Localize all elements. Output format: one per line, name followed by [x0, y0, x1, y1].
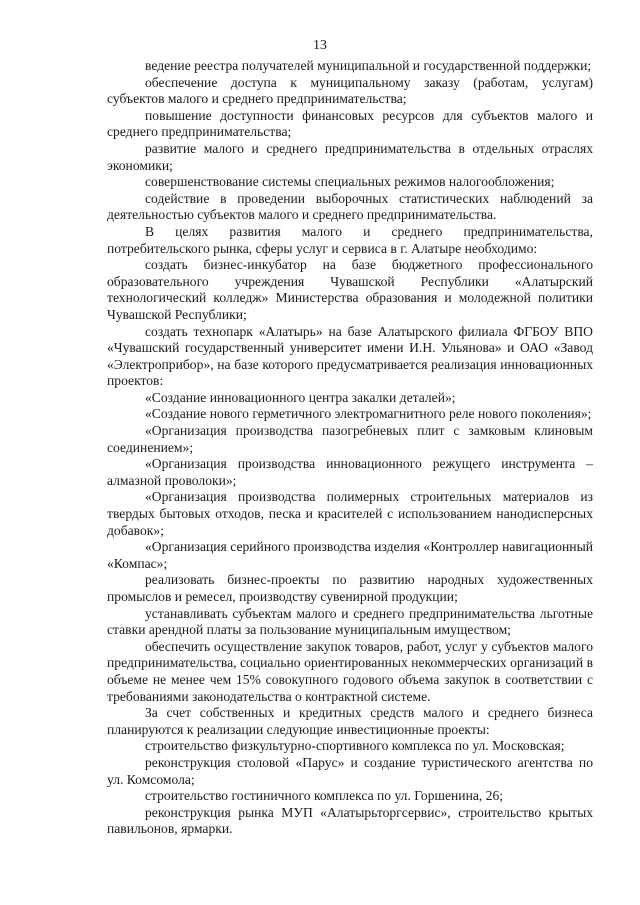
paragraph: повышение доступности финансовых ресурсов для субъектов малого и среднего предпринимательства; — [107, 107, 593, 140]
paragraph: реализовать бизнес-проекты по развитию народных художественных промыслов и ремесел, производству сувенирной продукции; — [107, 572, 593, 604]
paragraph: В целях развития малого и среднего предпринимательства, потребительского рынка, сферы услуг и сервиса в г. Алатыре необходимо: — [107, 223, 593, 256]
paragraph: строительство физкультурно-спортивного комплекса по ул. Московская; — [145, 738, 565, 754]
paragraph: «Организация производства пазогребневых плит с замковым клиновым соединением»; — [107, 423, 593, 455]
paragraph: «Организация серийного производства изделия «Контроллер навигационный «Компас»; — [107, 539, 593, 571]
paragraph: «Создание инновационного центра закалки деталей»; — [145, 389, 456, 405]
paragraph: обеспечить осуществление закупок товаров, работ, услуг у субъектов малого предпринимательства, социально ориентированных некоммерческих организаций в объеме не менее чем 15% совокупного годового объема закупок в соответствии с требованиями законодательства о контрактной системе. — [107, 638, 593, 704]
paragraph: строительство гостиничного комплекса по ул. Горшенина, 26; — [145, 788, 504, 804]
paragraph: «Создание нового герметичного электромагнитного реле нового поколения»; — [145, 406, 592, 422]
paragraph: развитие малого и среднего предпринимательства в отдельных отраслях экономики; — [107, 140, 593, 173]
paragraph: «Организация производства инновационного режущего инструмента – алмазной проволоки»; — [107, 456, 593, 488]
paragraph: «Организация производства полимерных строительных материалов из твердых бытовых отходов, песка и красителей с использованием нанодисперсных добавок»; — [107, 489, 593, 538]
paragraph: устанавливать субъектам малого и среднего предпринимательства льготные ставки арендной платы за пользование муниципальным имуществом; — [107, 605, 593, 638]
paragraph: создать бизнес-инкубатор на базе бюджетного профессионального образовательного учреждения Чувашской Республики «Алатырский технологический колледж» Министерства образования и молодежной политики Чувашской Республики; — [107, 257, 593, 322]
paragraph: За счет собственных и кредитных средств малого и среднего бизнеса планируются к реализации следующие инвестиционные проекты: — [107, 705, 593, 737]
paragraph: содействие в проведении выборочных статистических наблюдений за деятельностью субъектов малого и среднего предпринимательства. — [107, 190, 593, 223]
document-body — [107, 58, 593, 838]
paragraph: реконструкция столовой «Парус» и создание туристического агентства по ул. Комсомола; — [107, 754, 593, 787]
paragraph: совершенствование системы специальных режимов налогообложения; — [145, 174, 555, 190]
page-number: 13 — [313, 38, 327, 53]
paragraph: обеспечение доступа к муниципальному заказу (работам, услугам) субъектов малого и среднего предпринимательства; — [107, 74, 593, 107]
paragraph: реконструкция рынка МУП «Алатырьторгсервис», строительство крытых павильонов, ярмарки. — [107, 804, 593, 837]
paragraph: ведение реестра получателей муниципальной и государственной поддержки; — [145, 58, 592, 73]
paragraph: создать технопарк «Алатырь» на базе Алатырского филиала ФГБОУ ВПО «Чувашский государственный университет имени И.Н. Ульянова» и ОАО «Завод «Электроприбор», на базе которого предусматривается реализация инновационных проектов: — [107, 323, 593, 389]
